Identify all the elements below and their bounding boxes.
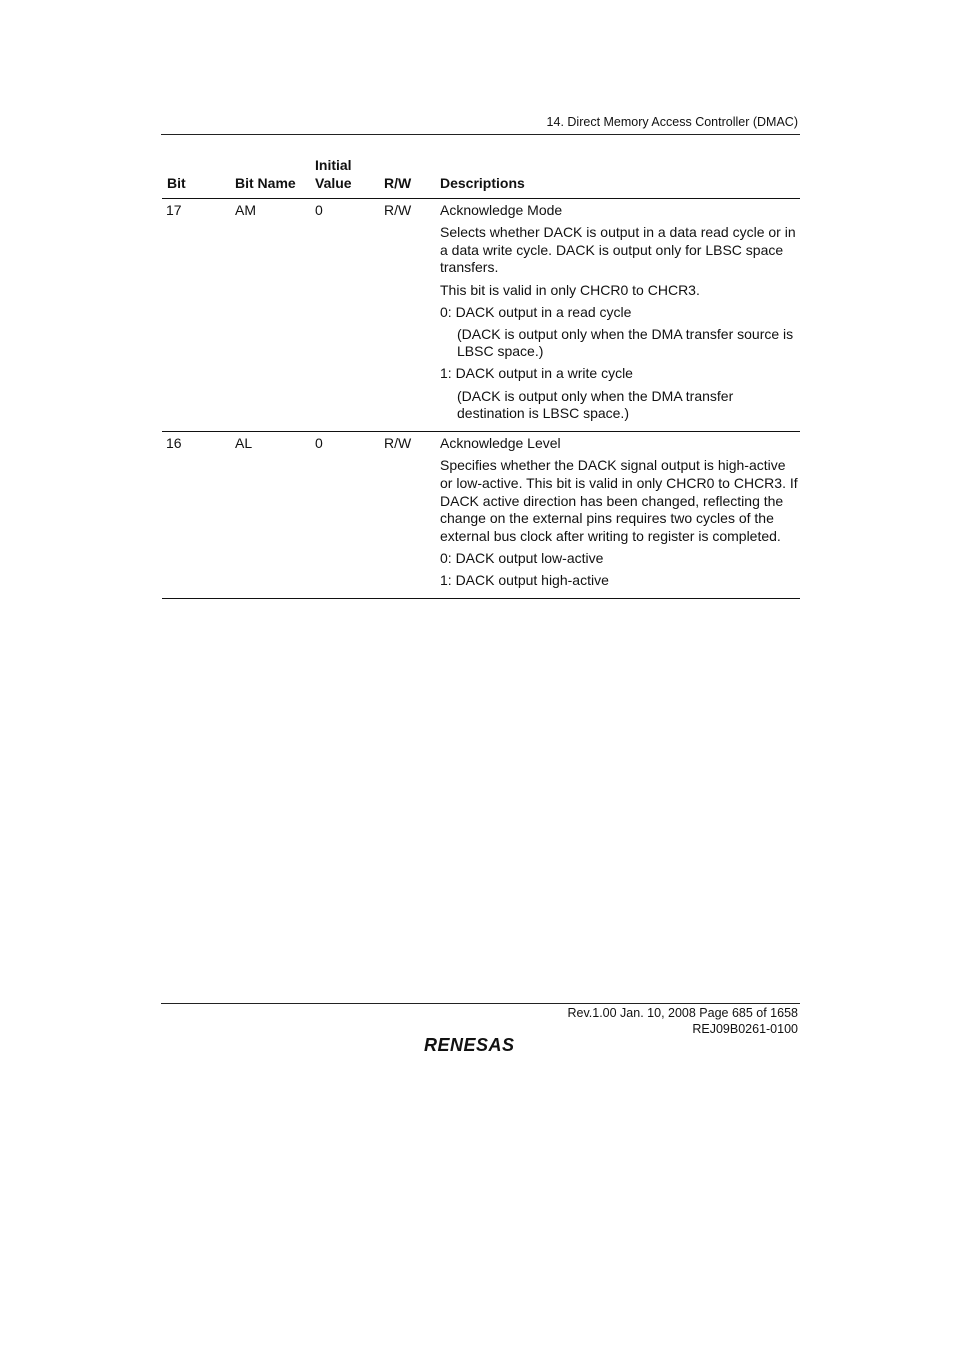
cell-bit-name: AM <box>235 199 315 432</box>
revision-line: Rev.1.00 Jan. 10, 2008 Page 685 of 1658 <box>567 1006 798 1020</box>
col-header-initial-line1: Initial <box>315 157 352 173</box>
col-header-descriptions: Descriptions <box>440 157 800 199</box>
col-header-initial-line2: Value <box>315 174 352 191</box>
desc-option: 1: DACK output in a write cycle <box>440 365 633 382</box>
col-header-bit-name: Bit Name <box>235 157 315 199</box>
cell-initial-value: 0 <box>315 432 384 599</box>
header-rule <box>161 134 800 135</box>
page-footer <box>567 1005 798 1037</box>
footer-rule <box>161 1003 800 1004</box>
desc-title: Acknowledge Mode <box>440 202 563 219</box>
cell-initial-value: 0 <box>315 199 384 432</box>
desc-paragraph: Specifies whether the DACK signal output is high-active or low-active. This bit is valid in only CHCR0 to CHCR3. If DACK active direction has been changed, reflecting the change on the external pins requires two cycles of the external bus clock after writing to register is completed. <box>440 457 798 544</box>
desc-option-note: (DACK is output only when the DMA transfer source is LBSC space.) <box>457 325 794 360</box>
document-code: REJ09B0261-0100 <box>692 1022 798 1036</box>
desc-option-note: (DACK is output only when the DMA transfer destination is LBSC space.) <box>457 387 734 422</box>
col-header-rw: R/W <box>384 157 440 199</box>
renesas-logo <box>422 1032 542 1056</box>
cell-rw: R/W <box>384 199 440 432</box>
bit-description-table <box>162 157 800 599</box>
desc-option: 0: DACK output low-active <box>440 549 604 566</box>
cell-bit: 16 <box>162 432 235 599</box>
renesas-logo-text: RENESAS <box>424 1035 515 1055</box>
section-header: 14. Direct Memory Access Controller (DMAC) <box>546 115 798 129</box>
table-header-row <box>162 157 800 199</box>
cell-description <box>440 432 800 599</box>
register-bit-table <box>162 157 800 599</box>
table-row <box>162 199 800 432</box>
cell-bit-name: AL <box>235 432 315 599</box>
cell-description <box>440 199 800 432</box>
cell-rw: R/W <box>384 432 440 599</box>
col-header-bit: Bit <box>162 157 235 199</box>
desc-title: Acknowledge Level <box>440 435 561 452</box>
desc-paragraph: This bit is valid in only CHCR0 to CHCR3. <box>440 281 700 298</box>
desc-paragraph: Selects whether DACK is output in a data read cycle or in a data write cycle. DACK is output only for LBSC space transfers. <box>440 224 796 276</box>
cell-bit: 17 <box>162 199 235 432</box>
desc-option: 1: DACK output high-active <box>440 571 609 588</box>
table-row <box>162 432 800 599</box>
desc-option: 0: DACK output in a read cycle <box>440 303 632 320</box>
col-header-initial-value <box>315 157 384 199</box>
